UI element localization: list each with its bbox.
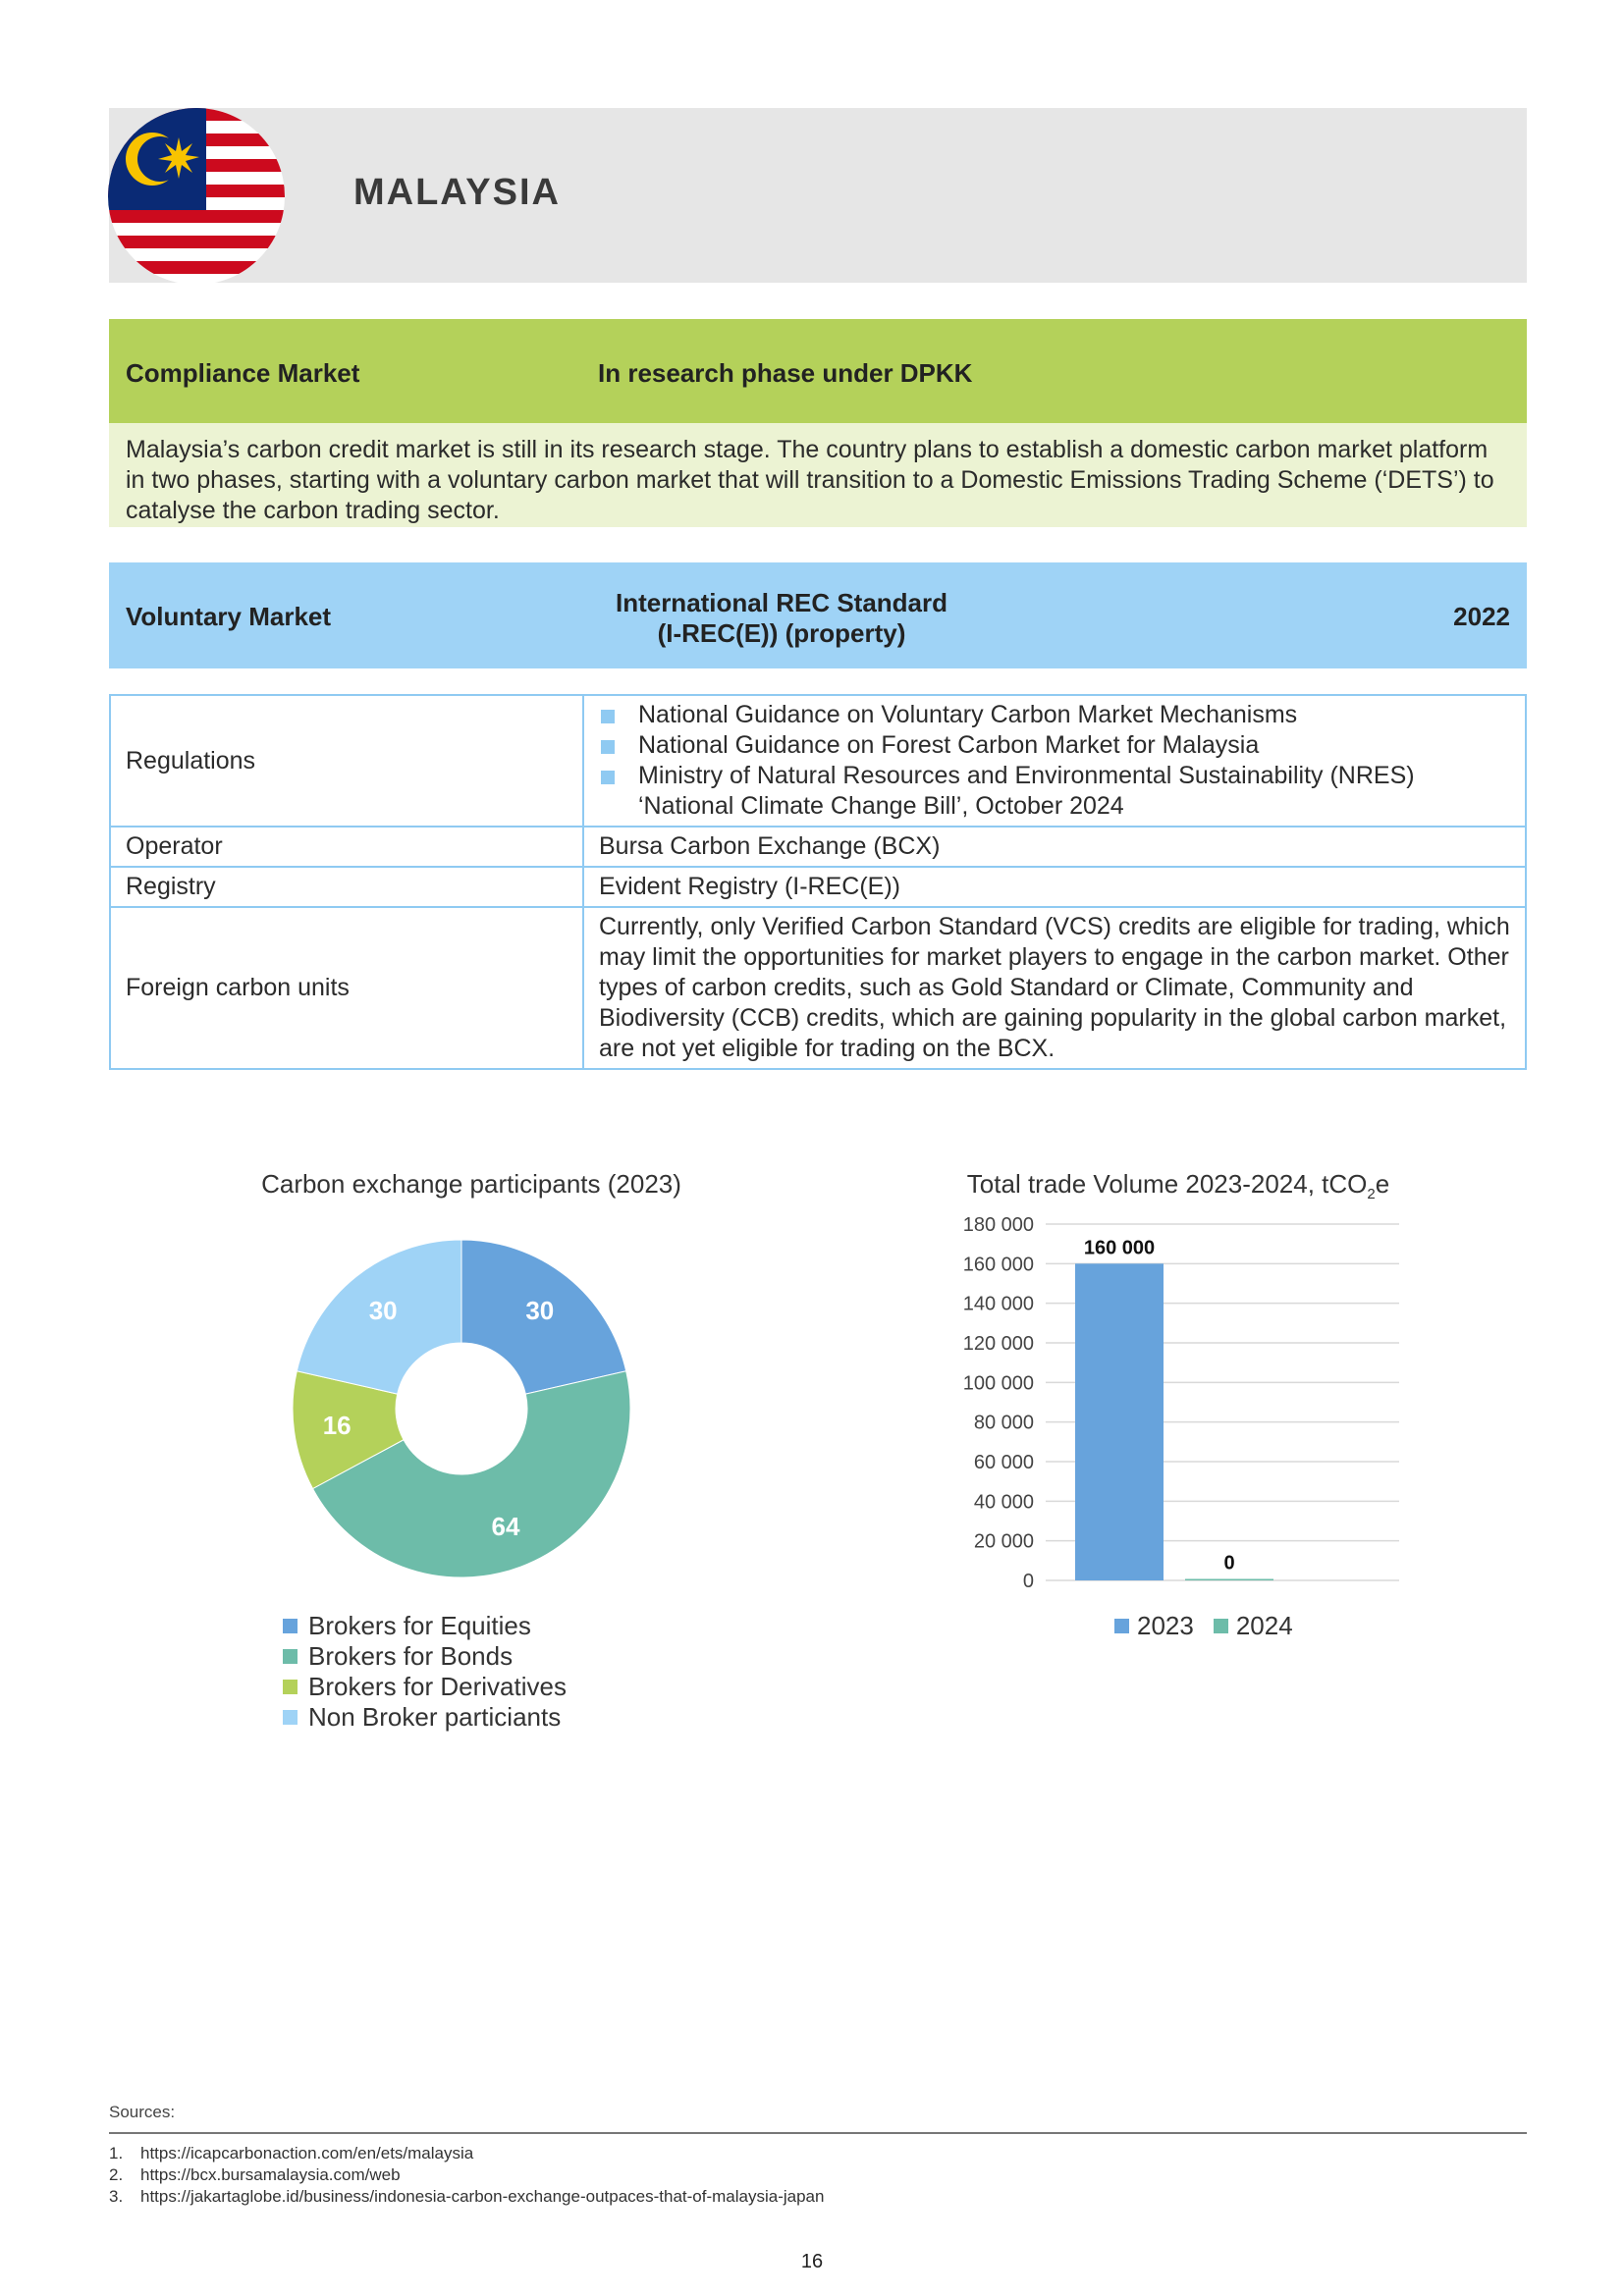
legend-swatch-equities xyxy=(283,1619,298,1633)
bar-2023 xyxy=(1075,1263,1164,1580)
legend-label-equities: Brokers for Equities xyxy=(308,1611,531,1640)
voluntary-standard-line1: International REC Standard xyxy=(615,588,948,617)
y-tick-label: 40 000 xyxy=(973,1491,1034,1514)
bar-chart xyxy=(923,1207,1414,1600)
foreign-units-label: Foreign carbon units xyxy=(110,907,583,1069)
table-row-foreign-units xyxy=(110,907,1526,1069)
legend-swatch-non-broker xyxy=(283,1710,298,1725)
y-tick-label: 100 000 xyxy=(962,1372,1034,1395)
table-row-operator xyxy=(110,827,1526,867)
regulations-cell xyxy=(583,695,1526,827)
y-tick-label: 180 000 xyxy=(962,1214,1034,1236)
voluntary-standard xyxy=(590,588,973,649)
source-link[interactable]: https://bcx.bursamalaysia.com/web xyxy=(140,2165,401,2184)
legend-item-2024 xyxy=(1214,1611,1293,1641)
bar-title-main: Total trade Volume 2023-2024, tCO xyxy=(966,1169,1368,1199)
source-number: 2. xyxy=(109,2165,124,2184)
market-info-table xyxy=(109,694,1527,1070)
legend-label-non-broker: Non Broker particiants xyxy=(308,1702,562,1732)
legend-label-bonds: Brokers for Bonds xyxy=(308,1641,514,1671)
malaysia-flag-icon xyxy=(108,108,285,285)
legend-label-2023: 2023 xyxy=(1137,1611,1194,1640)
regulations-label: Regulations xyxy=(110,695,583,827)
source-item xyxy=(109,2164,824,2186)
legend-item-2023 xyxy=(1114,1611,1194,1641)
bar-2024 xyxy=(1185,1579,1273,1581)
bar-data-label: 160 000 xyxy=(1083,1237,1156,1259)
regulation-item: National Guidance on Forest Carbon Market for Malaysia xyxy=(599,730,1510,761)
legend-swatch-bonds xyxy=(283,1649,298,1664)
registry-value: Evident Registry (I-REC(E)) xyxy=(583,867,1526,907)
y-tick-label: 60 000 xyxy=(973,1452,1034,1473)
bar-title-end: e xyxy=(1375,1169,1390,1199)
bar-data-label: 0 xyxy=(1223,1552,1235,1575)
bar-title-subscript: 2 xyxy=(1367,1186,1376,1203)
voluntary-label: Voluntary Market xyxy=(126,602,332,631)
sources-divider xyxy=(109,2132,1527,2134)
source-number: 3. xyxy=(109,2187,124,2206)
legend-label-derivatives: Brokers for Derivatives xyxy=(308,1672,567,1701)
operator-value: Bursa Carbon Exchange (BCX) xyxy=(583,827,1526,867)
legend-label-2024: 2024 xyxy=(1235,1611,1293,1640)
y-tick-label: 20 000 xyxy=(973,1530,1034,1553)
operator-label: Operator xyxy=(110,827,583,867)
table-row-registry xyxy=(110,867,1526,907)
legend-swatch-2023 xyxy=(1114,1619,1129,1633)
legend-item-equities xyxy=(283,1611,567,1641)
registry-label: Registry xyxy=(110,867,583,907)
source-number: 1. xyxy=(109,2144,124,2163)
sources-label: Sources: xyxy=(109,2103,176,2121)
country-title: MALAYSIA xyxy=(353,172,561,213)
sources-list xyxy=(109,2143,824,2208)
donut-slice-label: 64 xyxy=(491,1511,520,1541)
bar-legend xyxy=(1114,1611,1313,1641)
donut-legend xyxy=(283,1611,567,1733)
regulations-list xyxy=(599,700,1510,822)
compliance-description-box xyxy=(109,423,1527,527)
source-item xyxy=(109,2186,824,2208)
compliance-label: Compliance Market xyxy=(126,358,360,388)
page-number: 16 xyxy=(800,2251,824,2272)
donut-slice-label: 30 xyxy=(368,1295,398,1325)
y-tick-label: 120 000 xyxy=(962,1333,1034,1355)
legend-swatch-2024 xyxy=(1214,1619,1228,1633)
donut-chart xyxy=(285,1232,638,1585)
voluntary-standard-line2: (I-REC(E)) (property) xyxy=(657,618,906,648)
legend-item-bonds xyxy=(283,1641,567,1672)
compliance-header xyxy=(109,319,1527,423)
foreign-units-value: Currently, only Verified Carbon Standard (VCS) credits are eligible for trading, which may limit the opportunities for market players to engage in the carbon market. Other types of carbon credits, such as Gold Standard or Climate, Community and Biodiversity (CCB) credits, which are gaining popularity in the global carbon market, are not yet eligible for trading on the BCX. xyxy=(583,907,1526,1069)
table-row-regulations xyxy=(110,695,1526,827)
y-tick-label: 80 000 xyxy=(973,1412,1034,1434)
regulation-item: Ministry of Natural Resources and Environmental Sustainability (NRES) ‘National Climate Change Bill’, October 2024 xyxy=(599,761,1510,822)
bar-chart-title xyxy=(884,1169,1473,1202)
source-item xyxy=(109,2143,824,2164)
compliance-description: Malaysia’s carbon credit market is still in its research stage. The country plans to establish a domestic carbon market platform in two phases, starting with a voluntary carbon market that will transition to a Domestic Emissions Trading Scheme (‘DETS’) to catalyse the carbon trading sector. xyxy=(126,436,1494,524)
donut-slice-label: 30 xyxy=(525,1295,555,1325)
legend-item-non-broker xyxy=(283,1702,567,1733)
donut-slice-label: 16 xyxy=(322,1411,352,1441)
y-tick-label: 0 xyxy=(1022,1571,1034,1592)
header-band xyxy=(109,108,1527,283)
y-tick-label: 160 000 xyxy=(962,1254,1034,1276)
compliance-status: In research phase under DPKK xyxy=(598,358,973,388)
regulation-item: National Guidance on Voluntary Carbon Market Mechanisms xyxy=(599,700,1510,730)
voluntary-year: 2022 xyxy=(1453,602,1510,631)
y-tick-label: 140 000 xyxy=(962,1293,1034,1315)
voluntary-header xyxy=(109,562,1527,668)
legend-swatch-derivatives xyxy=(283,1680,298,1694)
legend-item-derivatives xyxy=(283,1672,567,1702)
donut-chart-title: Carbon exchange participants (2023) xyxy=(261,1169,681,1199)
source-link[interactable]: https://jakartaglobe.id/business/indonesia-carbon-exchange-outpaces-that-of-malaysia-japan xyxy=(140,2187,825,2206)
source-link[interactable]: https://icapcarbonaction.com/en/ets/malaysia xyxy=(140,2144,474,2163)
